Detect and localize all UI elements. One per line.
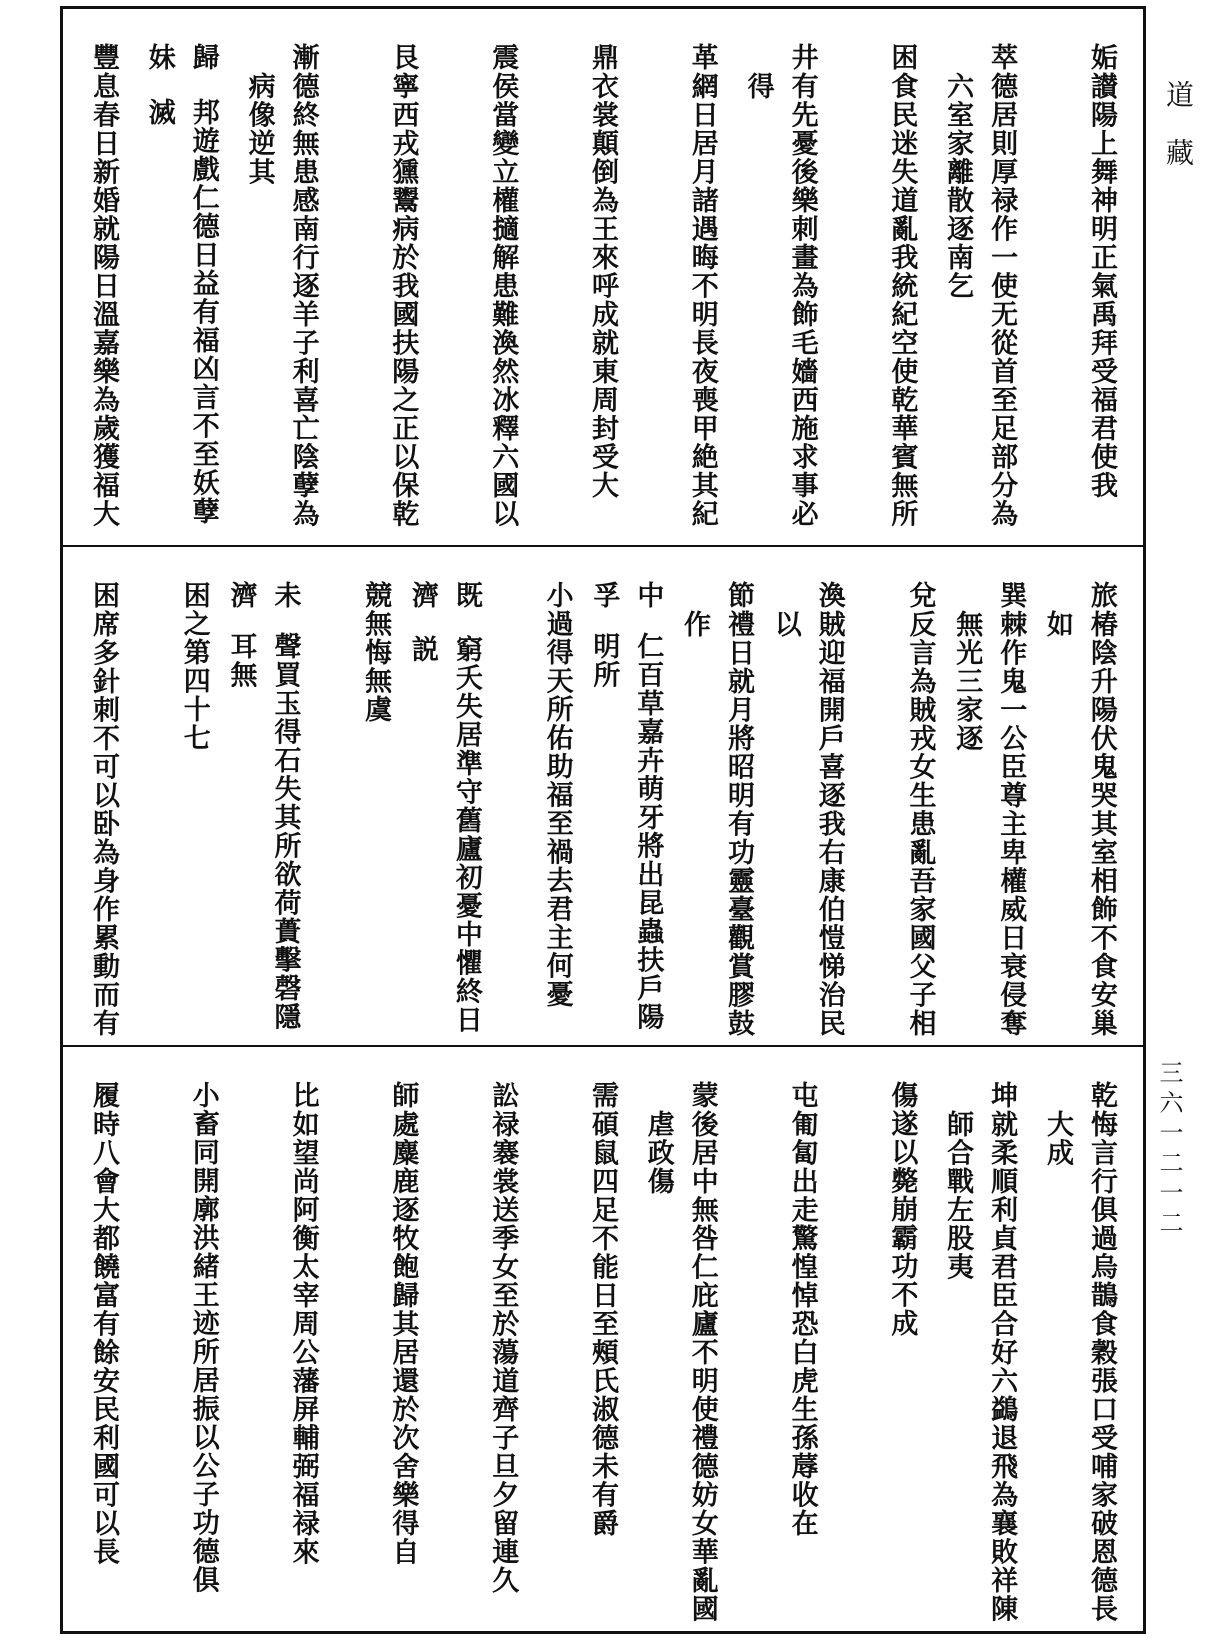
text-column [535, 581, 579, 1037]
verse-text: 如望尚阿衡太宰周公藩屏輔弼福禄來 [287, 1109, 319, 1566]
text-column [679, 581, 760, 1037]
verse-text: 侯當變立權擿解患難渙然冰釋六國以 [487, 71, 519, 528]
verse-text: 仁百草嘉卉萌牙將出昆蟲扶戶陽明所 [588, 631, 664, 1031]
hexagram-name: 震 [487, 43, 519, 72]
verse-text: 同開廓洪緒王迹所居振以公子功德俱 [187, 1138, 219, 1594]
text-column [879, 43, 923, 535]
verse-text: 碩鼠四足不能日至頰氏淑德未有爵 [586, 1109, 618, 1537]
text-column [897, 581, 941, 1037]
text-column [406, 581, 488, 1037]
verse-text: 椿陰升陽伏鬼哭其室相飾不食安巢如 [1041, 609, 1117, 1037]
column-group [63, 9, 1143, 545]
hexagram-name: 師 [387, 1081, 419, 1110]
hexagram-name: 乾 [1085, 1081, 1117, 1110]
verse-text: 悔言行俱過烏鵲食穀張口受哺家破恩德長大成 [1041, 1109, 1117, 1623]
hexagram-name: 艮 [387, 43, 419, 72]
verse-text: 得天所佑助福至禍去君主何憂 [541, 638, 573, 1009]
text-column [1079, 43, 1123, 535]
panel-middle [63, 545, 1143, 1047]
hexagram-name: 渙 [813, 581, 845, 610]
hexagram-name: 小畜 [187, 1081, 219, 1138]
verse-text: 衣裳顛倒為王來呼成就東周封受大 [586, 71, 618, 499]
hexagram-name: 萃 [986, 43, 1018, 72]
verse-text: 網日居月諸遇晦不明長夜喪甲絶其紀 [686, 71, 718, 528]
hexagram-name: 姤 [1085, 43, 1117, 72]
text-column [81, 43, 125, 535]
hexagram-name: 履 [88, 1081, 119, 1110]
verse-text: 禮日就月將昭明有功靈臺觀賞膠鼓作 [679, 609, 755, 1037]
hexagram-name: 旅 [1085, 581, 1117, 610]
verse-text: 食民迷失道亂我統紀空使乾華賓無所 [886, 71, 918, 528]
verse-text: 就柔順利貞君臣合好六鷁退飛為襄敗祥陳師合戰左股夷 [942, 1109, 1018, 1623]
verse-text: 反言為賊戎女生患亂吾家國父子相 [904, 609, 936, 1037]
text-column [81, 1081, 125, 1623]
verse-text: 禄褰裳送季女至於蕩道齊子旦夕留連久 [487, 1109, 519, 1594]
hexagram-name: 兌 [904, 581, 936, 610]
text-column [780, 1081, 824, 1623]
hexagram-name: 困 [886, 43, 918, 72]
hexagram-name: 井 [786, 43, 818, 72]
text-column [942, 43, 1023, 535]
hexagram-name: 漸 [287, 43, 319, 72]
hexagram-name: 坤 [986, 1081, 1018, 1110]
text-column [172, 581, 216, 1037]
text-frame [60, 6, 1146, 1634]
hexagram-name: 困 [88, 581, 119, 610]
hexagram-name: 蒙 [686, 1081, 718, 1110]
text-column [380, 43, 424, 535]
text-column [580, 43, 624, 535]
hexagram-name: 豐 [88, 43, 119, 72]
verse-text: 時八會大都饒富有餘安民利國可以長 [88, 1109, 119, 1566]
text-column [81, 581, 125, 1037]
text-column [281, 1081, 325, 1623]
text-column [380, 1081, 424, 1623]
text-column [680, 43, 724, 535]
text-column [353, 581, 397, 1037]
hexagram-name: 屯 [786, 1081, 818, 1110]
series-label: 道藏 [1162, 80, 1195, 196]
text-column [742, 43, 824, 535]
verse-text: 有先憂後樂刺畫為飾毛嬙西施求事必得 [742, 71, 818, 528]
text-column [143, 43, 225, 535]
verse-text: 德居則厚禄作一使无從首至足部分為六室家離散逐南乞 [942, 71, 1018, 528]
panel-bottom [63, 1045, 1143, 1633]
hexagram-name: 訟 [487, 1081, 519, 1110]
hexagram-name: 歸妹 [143, 43, 219, 72]
hexagram-name: 鼎 [586, 43, 618, 72]
column-group [63, 547, 1143, 1047]
verse-text: 賊迎福開戶喜逐我右康伯愷悌治民以 [769, 609, 845, 1037]
panel-top [63, 9, 1143, 545]
hexagram-name: 小過 [541, 581, 573, 638]
text-column [181, 1081, 225, 1623]
text-column [951, 581, 1032, 1037]
text-column [580, 1081, 624, 1623]
verse-text: 邦遊戲仁德日益有福凶言不至妖孽滅 [143, 97, 219, 526]
verse-text: 讃陽上舞神明正氣禹拜受福君使我 [1085, 71, 1117, 499]
verse-text: 窮夭失居準守舊廬初憂中懼終日説 [406, 634, 482, 1034]
hexagram-name: 比 [287, 1081, 319, 1110]
verse-text: 競無悔無虞 [360, 581, 392, 724]
column-group [63, 1047, 1143, 1633]
text-column [879, 1081, 923, 1623]
text-column [942, 1081, 1023, 1623]
text-column [1041, 581, 1123, 1037]
verse-text: 息春日新婚就陽日溫嘉樂為歲獲福大 [88, 71, 119, 528]
hexagram-name: 節 [723, 581, 755, 610]
page-number: 三六一二一二 [1155, 1060, 1183, 1240]
text-column [480, 1081, 524, 1623]
text-column [588, 581, 669, 1037]
hexagram-name: 未濟 [225, 581, 301, 610]
verse-text: 席多針刺不可以卧為身作累動而有 [88, 609, 119, 1037]
verse-text: 聲買玉得石失其所欲荷蕢擊磬隱耳無 [225, 631, 301, 1031]
text-column [1041, 1081, 1123, 1623]
verse-text: 傷遂以斃崩霸功不成 [886, 1081, 918, 1338]
hexagram-name: 巽 [995, 581, 1027, 610]
verse-text: 困之第四十七 [178, 581, 210, 752]
hexagram-name: 中孚 [588, 581, 664, 610]
hexagram-name: 既濟 [406, 581, 482, 610]
text-column [243, 43, 325, 535]
verse-text: 寧西戎獯鬻病於我國扶陽之正以保乾 [387, 71, 419, 528]
verse-text: 德終無患感南行逐羊子利喜亡陰孽為病像逆其 [243, 71, 319, 528]
verse-text: 後居中無咎仁庇廬不明使禮德妨女華亂國虐政傷 [642, 1109, 718, 1623]
verse-text: 棘作鬼一公臣尊主卑權威日衰侵奪無光三家逐 [951, 609, 1027, 1037]
hexagram-name: 需 [586, 1081, 618, 1110]
text-column [225, 581, 306, 1037]
verse-text: 匍匐出走驚惶悼恐白虎生孫蓐收在 [786, 1109, 818, 1537]
text-column [480, 43, 524, 535]
verse-text: 處麋鹿逐牧飽歸其居還於次舍樂得自 [387, 1109, 419, 1566]
hexagram-name: 革 [686, 43, 718, 72]
text-column [769, 581, 851, 1037]
text-column [642, 1081, 724, 1623]
